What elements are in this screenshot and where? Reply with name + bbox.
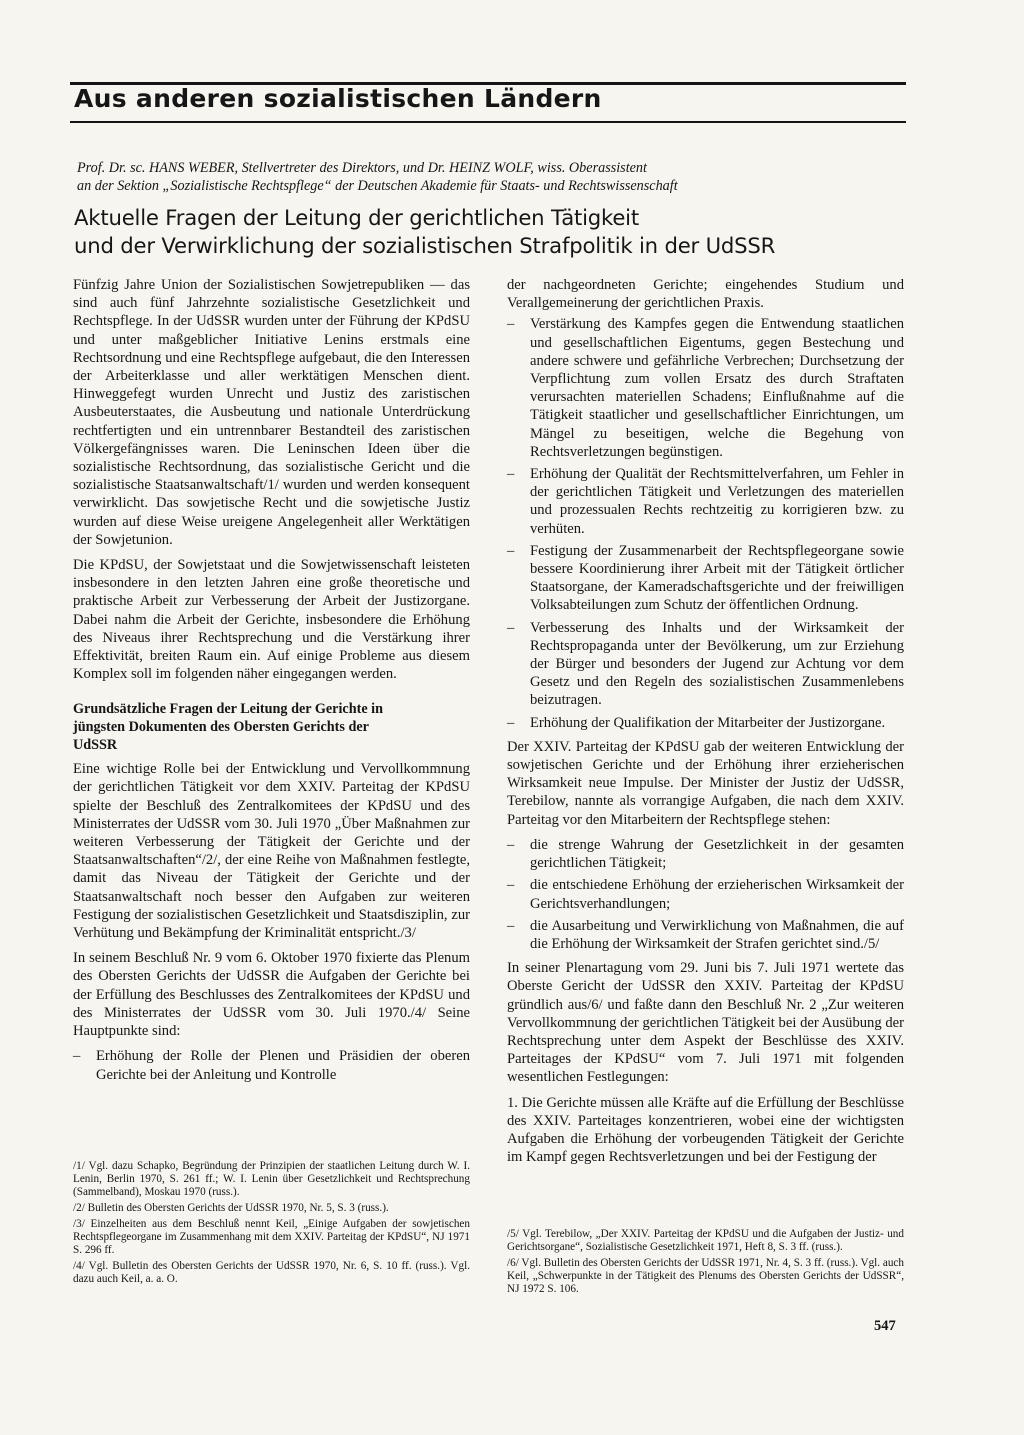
list-item: – Erhöhung der Qualität der Rechtsmittelverfahren, um Fehler in der gerichtlichen Tätigkeit und Verletzungen des materiellen und prozessualen Rechts rechtzeitig zu korrigieren bzw. zu verhüten. <box>507 465 904 538</box>
list-item: – Verstärkung des Kampfes gegen die Entwendung staatlichen und gesellschaftlichen Eigentums, gegen Bestechung und andere schwere und gefährliche Verbrechen; Durchsetzung der Verpflichtung zum vollen Ersatz des durch Straftaten verursachten materiellen Schadens; Einflußnahme auf die Tätigkeit staatlicher und gesellschaftlicher Einrichtungen, um Mängel zu beseitigen, welche die Begehung von Rechtsverletzungen begünstigen. <box>507 315 904 461</box>
paragraph-beschluss: Eine wichtige Rolle bei der Entwicklung und Vervollkommnung der gerichtlichen Tätigkeit vor dem XXIV. Parteitag der KPdSU spielte der Beschluß des Zentralkomitees der KPdSU und des Ministerrates der UdSSR vom 30. Juli 1970 „Über Maßnahmen zur weiteren Verbesserung der Tätigkeit der Gerichte und der Staatsanwaltschaften“/2/, der eine Reihe von Maßnahmen festlegte, damit das Niveau der Tätigkeit der Gerichte und der Staatsanwaltschaft noch besser den Aufgaben zur weiteren Festigung der sozialistischen Gesetzlichkeit und Staatsdisziplin, zur Verhütung und Bekämpfung der Kriminalität entspricht./3/ <box>73 761 470 942</box>
footnote: /4/ Vgl. Bulletin des Obersten Gerichts der UdSSR 1970, Nr. 6, S. 10 ff. (russ.). Vgl. dazu auch Keil, a. a. O. <box>73 1260 470 1285</box>
author-line-2: an der Sektion „Sozialistische Rechtspflege“ der Deutschen Akademie für Staats- und Rechtswissenschaft <box>77 178 678 194</box>
paragraph-parteitag: Der XXIV. Parteitag der KPdSU gab der weiteren Entwicklung der sowjetischen Gerichte und der Erhöhung ihrer erzieherischen Wirksamkeit neue Impulse. Der Minister der Justiz der UdSSR, Terebilow, nannte als vorrangige Aufgaben, die nach dem XXIV. Parteitag vor den Mitarbeitern der Rechtspflege stehen: <box>507 738 904 828</box>
author-byline <box>77 159 877 195</box>
footnote: /3/ Einzelheiten aus dem Beschluß nennt Keil, „Einige Aufgaben der sowjetischen Rechtspflegeorgane im Zusammenhang mit dem XXIV. Parteitag der KPdSU“, NJ 1971 S. 296 ff. <box>73 1218 470 1256</box>
paragraph-plenartagung: In seiner Plenartagung vom 29. Juni bis 7. Juli 1971 wertete das Oberste Gericht der UdSSR den XXIV. Parteitag der KPdSU gründlich aus/6/ und faßte dann den Beschluß Nr. 2 „Zur weiteren Vervollkommnung der gerichtlichen Tätigkeit bei der Ausübung der Rechtsprechung unter dem Aspekt der Beschlüsse des XXIV. Parteitages der KPdSU“ vom 7. Juli 1971 mit folgenden wesentlichen Festlegungen: <box>507 960 904 1086</box>
numbered-item-1: 1. Die Gerichte müssen alle Kräfte auf die Erfüllung der Beschlüsse des XXIV. Parteitages konzentrieren, wobei eine der wichtigsten Aufgaben die Erhöhung der vorbeugenden Tätigkeit der Gerichte im Kampf gegen Rechtsverletzungen und bei der Festigung der <box>507 1094 904 1166</box>
list-item: – die strenge Wahrung der Gesetzlichkeit in der gesamten gerichtlichen Tätigkeit; <box>507 836 904 872</box>
footnote: /6/ Vgl. Bulletin des Obersten Gerichts der UdSSR 1971, Nr. 4, S. 3 ff. (russ.). Vgl. auch Keil, „Schwerpunkte in der Tätigkeit des Plenums des Obersten Gerichts der UdSSR“, NJ 1972 S. 106. <box>507 1257 904 1295</box>
paragraph-plenum: In seinem Beschluß Nr. 9 vom 6. Oktober 1970 fixierte das Plenum des Obersten Gerichts der UdSSR die Aufgaben der Gerichte bei der Erfüllung des Beschlusses des Zentralkomitees der KPdSU und des Ministerrates der UdSSR vom 30. Juli 1970./4/ Seine Hauptpunkte sind: <box>73 950 470 1040</box>
page-number: 547 <box>874 1318 896 1334</box>
footnotes-right <box>507 1228 904 1299</box>
list-item: – Verbesserung des Inhalts und der Wirksamkeit der Rechtspropaganda unter der Bevölkerung, um zur Erziehung der Bürger und besonders der Jugend zur Achtung vor dem Gesetz und den Regeln des sozialistischen Zusammenlebens beizutragen. <box>507 619 904 710</box>
author-line-1: Prof. Dr. sc. HANS WEBER, Stellvertreter des Direktors, und Dr. HEINZ WOLF, wiss. Oberassistent <box>77 160 647 176</box>
paragraph-intro: Fünfzig Jahre Union der Sozialistischen Sowjetrepubliken — das sind auch fünf Jahrzehnte sozialistische Gesetzlichkeit und Rechtspflege. In der UdSSR wurden unter der Führung der KPdSU und unter maßgeblicher Initiative Lenins erstmals eine Rechtsordnung und eine Rechtspflege aufgebaut, die den Interessen der Arbeiterklasse und aller werktätigen Menschen dient. Hinweggefegt wurden Unrecht und Justiz des zaristischen Ausbeuterstaates, die Ausbeutung und nationale Unterdrückung rechtfertigten und ein untrennbarer Bestandteil des zaristischen Völkergefängnisses waren. Die Leninschen Ideen über die sozialistische Rechtsordnung, das sozialistische Gericht und die sozialistische Staatsanwaltschaft/1/ wurden und werden konsequent verwirklicht. Das sowjetische Recht und die sowjetische Justiz wurden auf diese Weise ureigene Angelegenheit aller Werktätigen der Sowjetunion. <box>73 277 470 548</box>
section-heading: Aus anderen sozialistischen Ländern <box>74 84 602 113</box>
left-column <box>73 276 470 1090</box>
heading-underline <box>70 121 906 123</box>
continued-text: der nachgeordneten Gerichte; eingehendes Studium und Verallgemeinerung der gerichtlichen Praxis. <box>507 277 904 312</box>
right-column <box>507 276 904 1173</box>
list-item: – Erhöhung der Qualifikation der Mitarbeiter der Justizorgane. <box>507 714 904 732</box>
article-title <box>74 204 934 260</box>
footnotes-left <box>73 1160 470 1289</box>
list-item: – die Ausarbeitung und Verwirklichung von Maßnahmen, die auf die Erhöhung der Wirksamkeit der Strafen gerichtet sind./5/ <box>507 917 904 953</box>
hauptpunkte-list-continued <box>507 315 904 731</box>
hauptpunkte-list <box>73 1047 470 1083</box>
article-title-line-2: und der Verwirklichung der sozialistischen Strafpolitik in der UdSSR <box>74 233 776 258</box>
footnote: /2/ Bulletin des Obersten Gerichts der UdSSR 1970, Nr. 5, S. 3 (russ.). <box>73 1202 389 1214</box>
footnote: /5/ Vgl. Terebilow, „Der XXIV. Parteitag der KPdSU und die Aufgaben der Justiz- und Gerichtsorgane“, Sozialistische Gesetzlichkeit 1971, Heft 8, S. 3 ff. (russ.). <box>507 1228 904 1253</box>
subheading: Grundsätzliche Fragen der Leitung der Gerichte in jüngsten Dokumenten des Obersten Gerichts der UdSSR <box>73 701 383 753</box>
article-title-line-1: Aktuelle Fragen der Leitung der gerichtlichen Tätigkeit <box>74 205 639 230</box>
footnote: /1/ Vgl. dazu Schapko, Begründung der Prinzipien der staatlichen Leitung durch W. I. Lenin, Berlin 1970, S. 261 ff.; W. I. Lenin über Gesetzlichkeit und Rechtsprechung (Sammelband), Moskau 1970 (russ.). <box>73 1160 470 1198</box>
aufgaben-list <box>507 836 904 953</box>
list-item: – Erhöhung der Rolle der Plenen und Präsidien der oberen Gerichte bei der Anleitung und Kontrolle <box>73 1047 470 1083</box>
list-item: – die entschiedene Erhöhung der erzieherischen Wirksamkeit der Gerichtsverhandlungen; <box>507 876 904 912</box>
list-item: – Festigung der Zusammenarbeit der Rechtspflegeorgane sowie bessere Koordinierung ihrer Arbeit mit der Tätigkeit örtlicher Staatsorgane, der Kameradschaftsgerichte und der freiwilligen Volksabteilungen zum Schutz der öffentlichen Ordnung. <box>507 542 904 615</box>
paragraph-kpdsu: Die KPdSU, der Sowjetstaat und die Sowjetwissenschaft leisteten insbesondere in den letzten Jahren eine große theoretische und praktische Arbeit zur Verbesserung der Arbeit der Justizorgane. Dabei nahm die Arbeit der Gerichte, insbesondere die Erhöhung des Niveaus ihrer Rechtsprechung und die Verstärkung ihrer Effektivität, breiten Raum ein. Auf einige Probleme aus diesem Komplex soll im folgenden näher eingegangen werden. <box>73 557 470 683</box>
